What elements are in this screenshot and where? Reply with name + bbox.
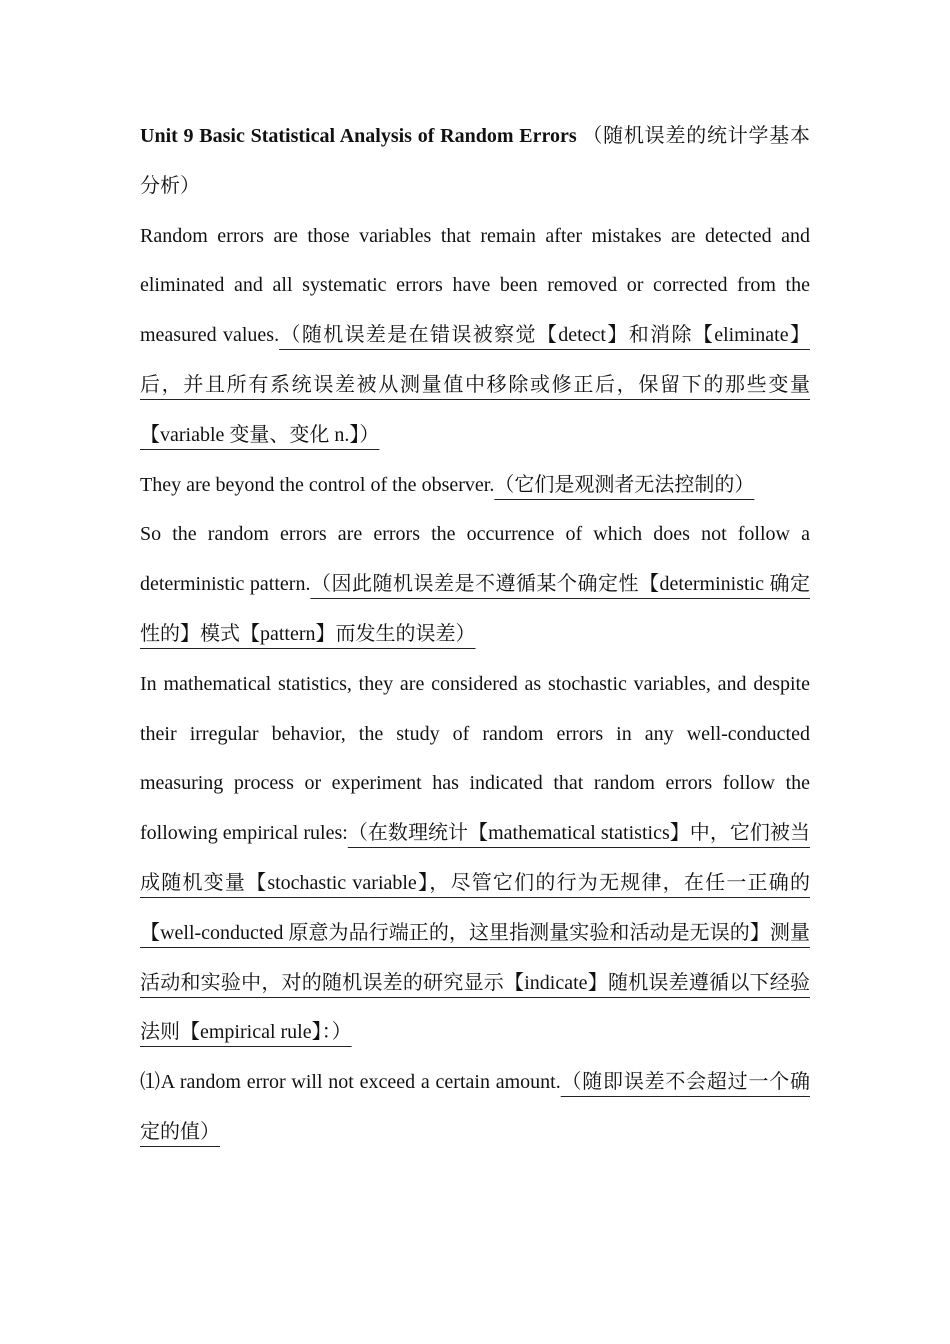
- paragraph-english-text: In mathematical statistics, they are considered as stochastic variables, and despite their irregular behavior, the study of random errors in any well-conducted measuring process or experiment has indicated that random errors follow the following empirical rules:: [140, 672, 810, 845]
- paragraph-chinese-translation: （因此随机误差是不遵循某个确定性【deterministic 确定性的】模式【pattern】而发生的误差）: [140, 573, 810, 645]
- rule-item-1: [140, 1058, 810, 1158]
- paragraph-beyond-control: [140, 461, 810, 511]
- paragraph-random-errors-definition: [140, 212, 810, 461]
- paragraph-chinese-translation: （在数理统计【mathematical statistics】中，它们被当成随机变量【stochastic variable】，尽管它们的行为无规律，在任一正确的【well-conducted 原意为品行端正的，这里指测量实验和活动是无误的】测量活动和实验中，对的随机误差的研究显示【indicate】随机误差遵循以下经验法则【empirical rule】：）: [140, 822, 810, 1044]
- document-page: [140, 112, 810, 1158]
- rule-english-text: ⑴A random error will not exceed a certain amount.: [140, 1071, 561, 1094]
- paragraph-english-text: So the random errors are errors the occurrence of which does not follow a deterministic pattern.: [140, 523, 810, 596]
- paragraph-chinese-translation: （随机误差是在错误被察觉【detect】和消除【eliminate】后，并且所有系统误差被从测量值中移除或修正后，保留下的那些变量【variable 变量、变化 n.】）: [140, 324, 810, 446]
- paragraph-mathematical-statistics: [140, 660, 810, 1058]
- rule-chinese-translation: （随即误差不会超过一个确定的值）: [140, 1071, 811, 1143]
- paragraph-deterministic-pattern: [140, 510, 810, 659]
- title-english: Unit 9 Basic Statistical Analysis of Random Errors: [140, 125, 577, 147]
- title-chinese: （随机误差的统计学基本分析）: [140, 125, 811, 197]
- unit-title: [140, 112, 810, 212]
- paragraph-chinese-translation: （它们是观测者无法控制的）: [494, 473, 755, 496]
- paragraph-english-text: They are beyond the control of the observer.: [140, 473, 495, 496]
- paragraph-english-text: Random errors are those variables that remain after mistakes are detected and eliminated and all systematic errors have been removed or corrected from the measured values.: [140, 224, 810, 347]
